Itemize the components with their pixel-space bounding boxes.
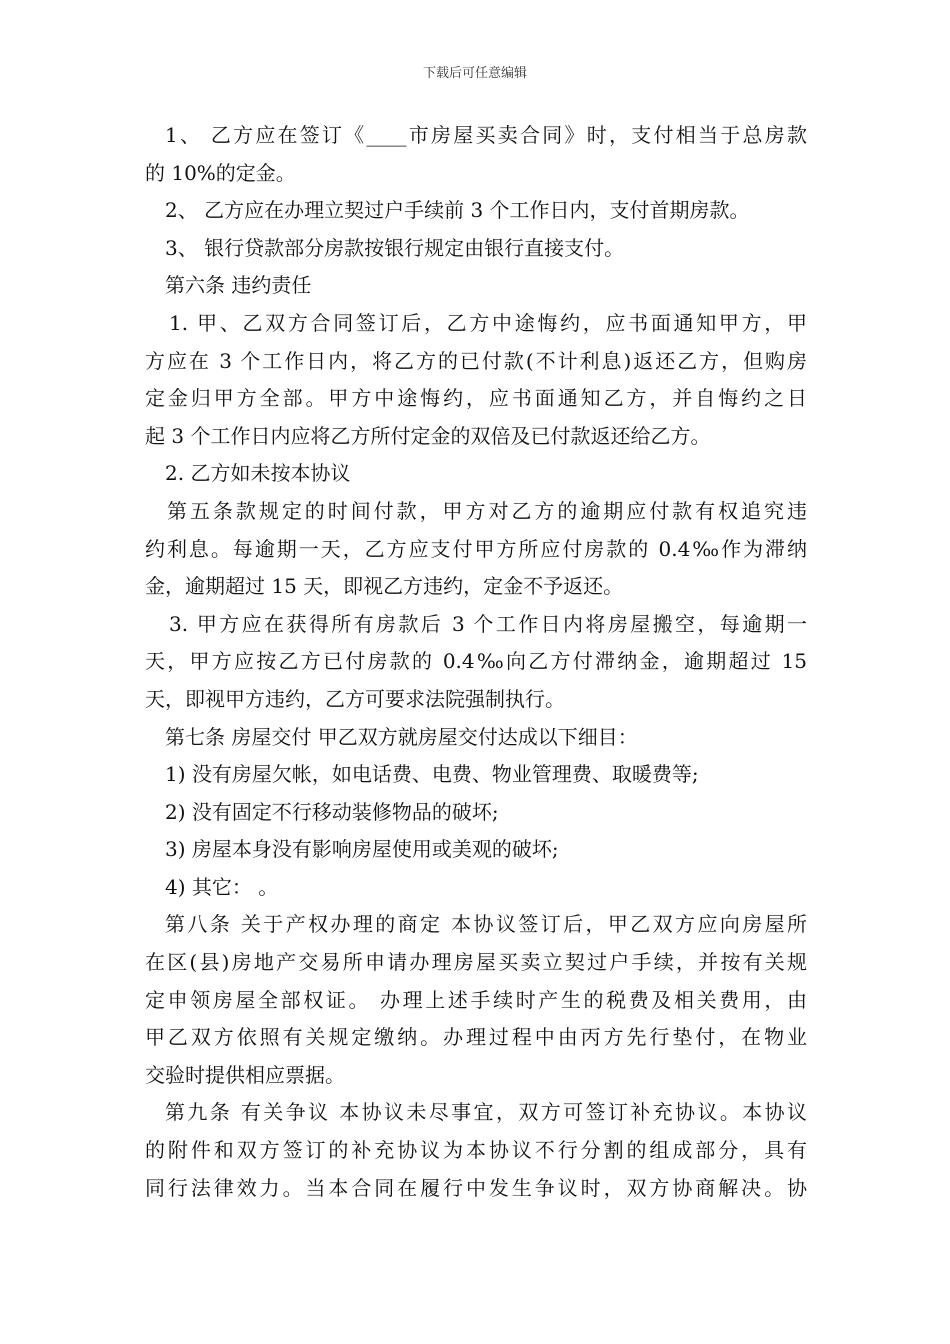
text-line: 在区(县)房地产交易所申请办理房屋买卖立契过户手续，并按有关规 — [145, 950, 807, 975]
text-line: 1. 甲、乙双方合同签订后，乙方中途悔约，应书面通知甲方，甲 — [169, 310, 807, 335]
list-item: 1) 没有房屋欠帐，如电话费、电费、物业管理费、取暖费等; — [165, 762, 699, 787]
section-heading: 第八条 关于产权办理的商定 本协议签订后，甲乙双方应向房屋所 — [165, 912, 807, 937]
document-body — [145, 117, 807, 1207]
section-heading: 第七条 房屋交付 甲乙双方就房屋交付达成以下细目： — [165, 724, 638, 749]
text-line: 3、 银行贷款部分房款按银行规定由银行直接支付。 — [165, 235, 625, 260]
text-line: 天，甲方应按乙方已付房款的 0.4‰向乙方付滞纳金，逾期超过 15 — [145, 649, 807, 674]
text-line: 第五条款规定的时间付款，甲方对乙方的逾期应付款有权追究违 — [167, 498, 807, 523]
text-line: 交验时提供相应票据。 — [145, 1062, 345, 1087]
text-line: 2. 乙方如未按本协议 — [165, 461, 351, 486]
text-line: 方应在 3 个工作日内，将乙方的已付款(不计利息)返还乙方，但购房 — [145, 348, 807, 373]
text-line: 1、 乙方应在签订《____市房屋买卖合同》时，支付相当于总房款 — [165, 123, 807, 147]
section-heading: 第六条 违约责任 — [165, 273, 312, 298]
list-item: 4) 其它： 。 — [165, 874, 279, 899]
text-line: 3. 甲方应在获得所有房款后 3 个工作日内将房屋搬空，每逾期一 — [169, 611, 807, 636]
section-heading: 第九条 有关争议 本协议未尽事宜，双方可签订补充协议。本协议 — [165, 1100, 807, 1125]
text-line: 的 10%的定金。 — [145, 160, 296, 185]
text-line: 甲乙双方依照有关规定缴纳。办理过程中由丙方先行垫付，在物业 — [145, 1025, 807, 1050]
list-item: 3) 房屋本身没有影响房屋使用或美观的破坏; — [165, 837, 559, 862]
text-line: 定申领房屋全部权证。 办理上述手续时产生的税费及相关费用，由 — [145, 987, 807, 1012]
list-item: 2) 没有固定不行移动装修物品的破坏; — [165, 799, 499, 824]
text-line: 定金归甲方全部。甲方中途悔约，应书面通知乙方，并自悔约之日 — [145, 386, 807, 411]
header-note: 下载后可任意编辑 — [422, 66, 527, 81]
text-line: 天，即视甲方违约，乙方可要求法院强制执行。 — [145, 686, 565, 711]
text-line: 2、 乙方应在办理立契过户手续前 3 个工作日内，支付首期房款。 — [165, 198, 750, 223]
text-line: 同行法律效力。当本合同在履行中发生争议时，双方协商解决。协 — [145, 1175, 807, 1200]
text-line: 金，逾期超过 15 天，即视乙方违约，定金不予返还。 — [145, 574, 624, 599]
text-line: 约利息。每逾期一天，乙方应支付甲方所应付房款的 0.4‰作为滞纳 — [145, 536, 807, 561]
text-line: 起 3 个工作日内应将乙方所付定金的双倍及已付款返还给乙方。 — [145, 423, 711, 448]
text-line: 的附件和双方签订的补充协议为本协议不行分割的组成部分，具有 — [145, 1138, 807, 1163]
